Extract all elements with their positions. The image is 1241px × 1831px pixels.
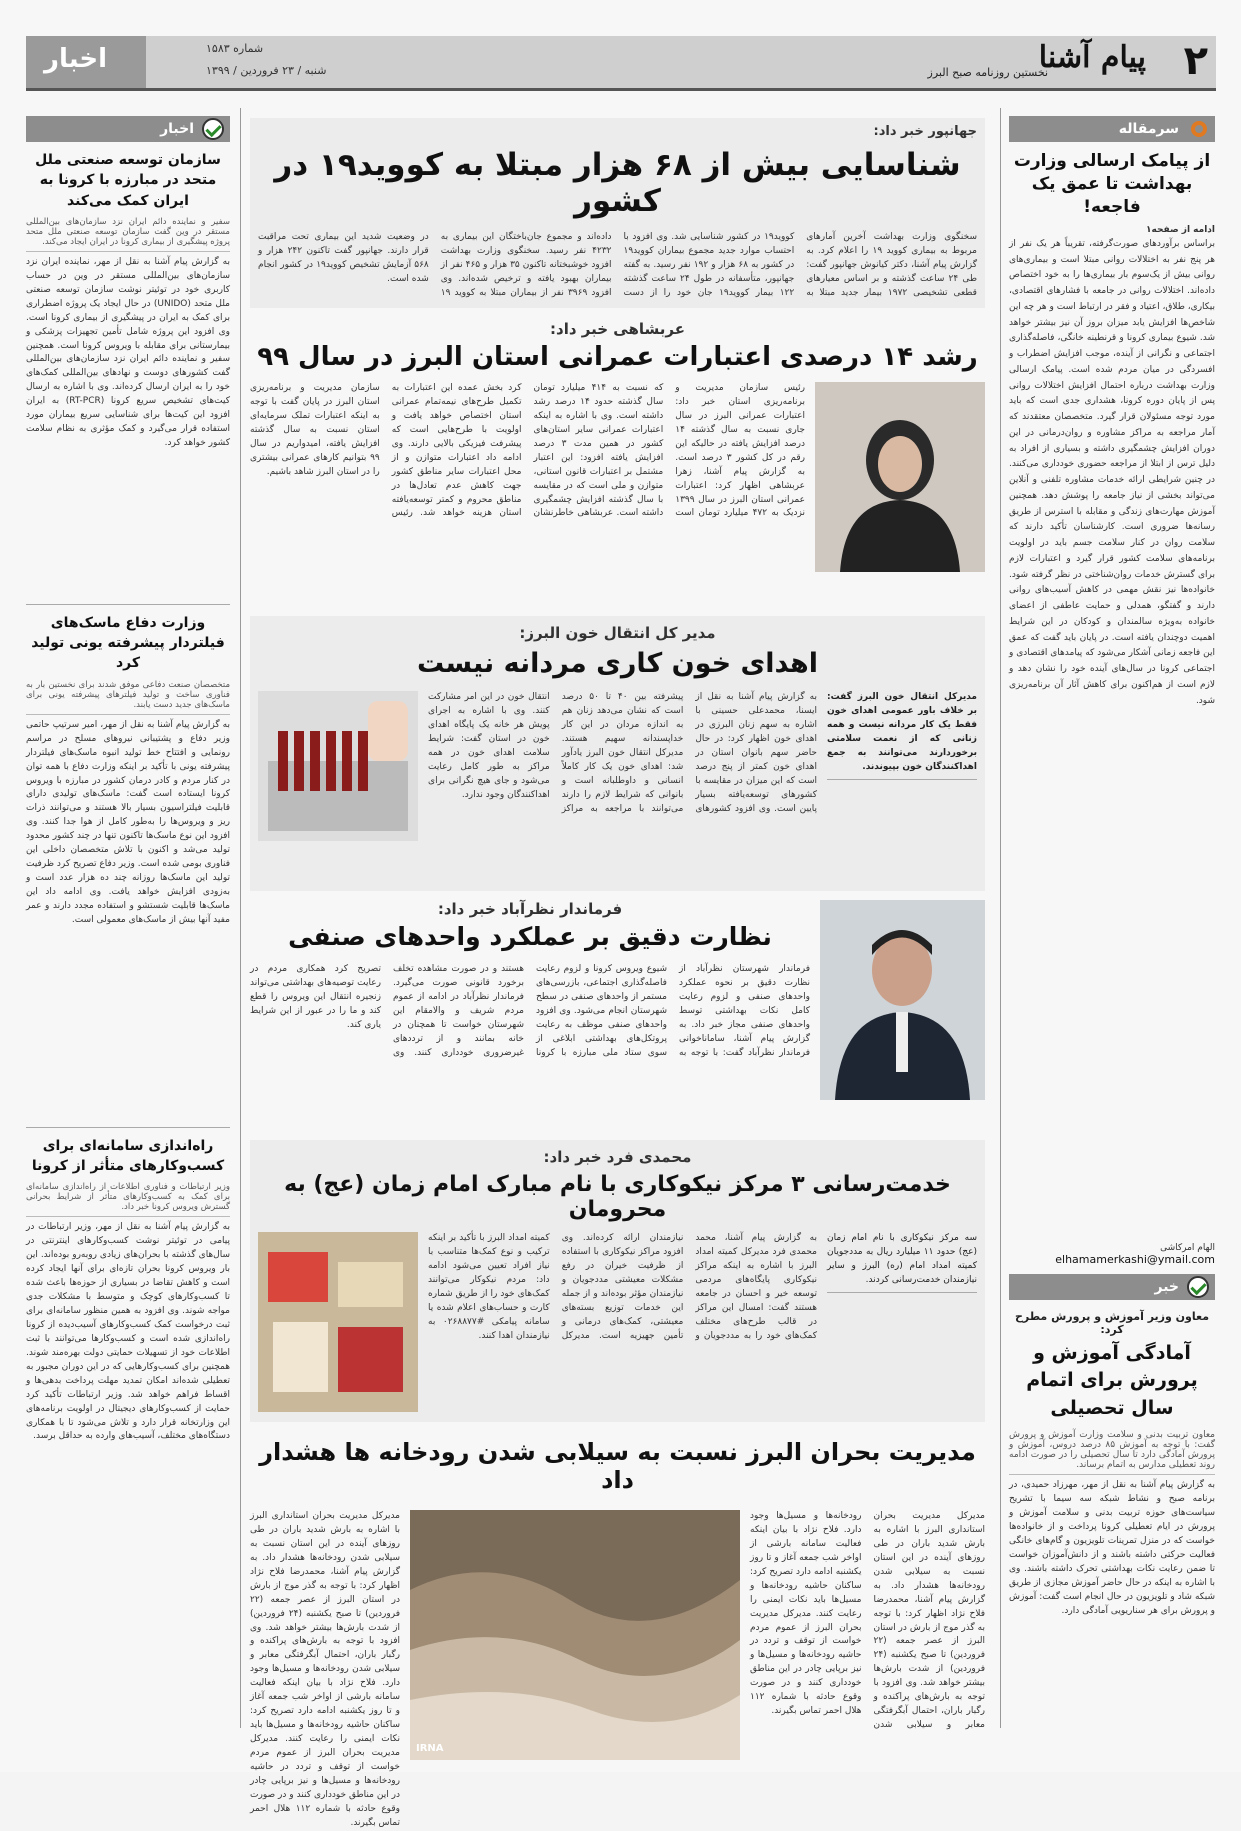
news-title: آمادگی آموزش و پرورش برای اتمام سال تحصیلی (1026, 1341, 1198, 1419)
story-5-lead: سه مرکز نیکوکاری با نام امام زمان (عج) حدود ۱۱ میلیارد ریال به مددجویان کمیته امداد امام (ره) البرز و سایر نیازمندان خدمت‌رسانی کردند. (827, 1232, 977, 1293)
masthead (26, 36, 1216, 91)
news-body: به گزارش پیام آشنا به نقل از مهر، مهرزاد حمیدی، در برنامه صبح و نشاط شبکه سه سیما با تشریح سیاست‌های حوزه تربیت بدنی و سلامت آموزش و پرورش در ایام تعطیلی کرونا پرداخت و از خانواده‌ها خواست که در منزل تمرینات تلویزیون و گام‌های خانگی فعالیت حرکتی داشته باشند و از دانش‌آموزان خواست تا ضمن رعایت نکات بهداشتی تحرک داشته باشند. وی با اشاره به اینکه در حال حاضر آموزش مجازی از طریق شبکه شاد و تلویزیون در حال انجام است گفت: آموزش و پرورش برای هر سناریویی آمادگی دارد. (1009, 1480, 1215, 1616)
story-6-body: مدیرکل مدیریت بحران استانداری البرز با اشاره به بارش شدید باران در طی روزهای آینده در این استان نسبت به سیلابی شدن رودخانه‌ها هشدار داد. به گزارش پیام آشنا، محمدرضا فلاح نژاد اظهار کرد: با توجه به گذر موج از بارش در استان البرز از عصر جمعه (۲۲ فروردین) تا صبح یکشنبه (۲۴ فروردین) از شدت بارش‌ها بیشتر خواهد شد. وی افزود با توجه به بارش‌های پراکنده و رگبار باران، احتمال آبگرفتگی معابر و سیلابی شدن رودخانه‌ها و مسیل‌ها وجود دارد. فلاح نژاد با بیان اینکه فعالیت سامانه بارشی از اواخر شب جمعه آغاز و تا روز یکشنبه ادامه دارد تصریح کرد: ساکنان حاشیه رودخانه‌ها و مسیل‌ها باید نکات ایمنی را رعایت کنند. مدیرکل مدیریت بحران البرز از عموم مردم خواست از توقف و تردد در حاشیه رودخانه‌ها و مسیل‌ها و نیز برپایی چادر در این مناطق خودداری کنند و در صورت وقوع حادثه با شماره ۱۱۲ هلال احمر تماس بگیرند. (750, 1511, 985, 1731)
issue-date: شنبه / ۲۳ فروردین / ۱۳۹۹ (206, 64, 327, 77)
story-1-body: سخنگوی وزارت بهداشت آخرین آمارهای مربوط به بیماری کووید ۱۹ را اعلام کرد. به گزارش پیام آشنا، دکتر کیانوش جهانپور گفت: طی ۲۴ ساعت گذشته و بر اساس معیارهای قطعی تشخیصی ۱۹۷۲ بیمار جدید مبتلا به کووید۱۹ در کشور شناسایی شد. وی افزود با احتساب موارد جدید مجموع بیماران کووید۱۹ در کشور به ۶۸ هزار و ۱۹۲ نفر رسید. به گفته جهانپور، متأسفانه در طول ۲۴ ساعت گذشته ۱۲۲ بیمار کووید۱۹ جان خود را از دست داده‌اند و مجموع جان‌باختگان این بیماری به ۴۲۳۲ نفر رسید. سخنگوی وزارت بهداشت افزود خوشبختانه تاکنون ۳۵ هزار و ۴۶۵ نفر از بیماران بهبود یافته و ترخیص شده‌اند. وی افزود ۳۹۶۹ نفر از بیماران مبتلا به کووید ۱۹ در وضعیت شدید این بیماری تحت مراقبت قرار دارند. جهانپور گفت تاکنون ۲۴۲ هزار و ۵۶۸ آزمایش تشخیص کووید۱۹ در کشور انجام شده است. (258, 232, 977, 298)
story-5-headline: خدمت‌رسانی ۳ مرکز نیکوکاری با نام مبارک امام زمان (عج) به محرومان (284, 1172, 951, 1222)
left-story-1-summary: سفیر و نماینده دائم ایران نزد سازمان‌های بین‌المللی مستقر در وین گفت سازمان توسعه صنعتی ملل متحد پروژه پیشگیری از بیماری کرونا در ایران ایجاد می‌کند. (26, 217, 230, 252)
column-divider (1000, 108, 1001, 1728)
story-covid-cases (250, 118, 985, 308)
story-3-lead: مدیرکل انتقال خون البرز گفت: بر خلاف باور عمومی اهدای خون فقط یک کار مردانه نیست و همه زنانی که از نعمت سلامتی برخوردارند می‌توانند به جمع اهداکنندگان خون بپیوندند. (827, 691, 977, 780)
flood-photo (410, 1510, 740, 1760)
story-1-headline: شناسایی بیش از ۶۸ هزار مبتلا به کووید۱۹ در کشور (274, 147, 961, 219)
left-story-1-body: به گزارش پیام آشنا به نقل از مهر، نماینده ایران نزد سازمان‌های بین‌المللی مستقر در وین در حساب کاربری خود در توئیتر نوشت سازمان توسعه صنعتی ملل متحد (UNIDO) در حال ایجاد یک پروژه اضطراری برای کمک به ایران در پیشگیری از بیماری کرونا است. وی افزود این پروژه شامل تأمین تجهیزات پزشکی و بیمارستانی برای مقابله با ویروس کرونا است. همچنین سفیر و نماینده دائم ایران نزد سازمان‌های بین‌المللی گفت کشورهای دوست و نهادهای بین‌المللی کمک‌های خود را به ایران ارسال کرده‌اند. وی با اشاره به ارسال کیت‌های تشخیص سریع کرونا (RT-PCR) به ایران افزود این کیت‌ها برای شناسایی سریع بیماران مورد استفاده قرار می‌گیرد و کمک مؤثری به نظام سلامت کشور خواهد کرد. (26, 256, 230, 449)
story-4-headline: نظارت دقیق بر عملکرد واحدهای صنفی (288, 922, 772, 951)
continued-note: ادامه از صفحه۱ (1146, 224, 1215, 235)
story-2-kicker: عربشاهی خبر داد: (550, 320, 685, 338)
story-charity-centers (250, 1140, 985, 1422)
portrait-illustration (815, 382, 985, 572)
story-5-kicker: محمدی فرد خبر داد: (543, 1148, 692, 1166)
story-6-headline: مدیریت بحران البرز نسبت به سیلابی شدن رودخانه ها هشدار داد (259, 1438, 976, 1494)
editorial-icon (1191, 121, 1207, 137)
column-divider (240, 108, 241, 1728)
left-story-2-body: به گزارش پیام آشنا به نقل از مهر، امیر سرتیپ حاتمی وزیر دفاع و پشتیبانی نیروهای مسلح در مراسم رونمایی و افتتاح خط تولید انبوه ماسک‌های فیلتردار پیشرفته یونی با تأکید بر اینکه وزارت دفاع با همه توان در کنار مردم و کادر درمان کشور در مبارزه با ویروس کرونا ایستاده است گفت: ماسک‌های تولیدی دارای قابلیت فیلتراسیون بسیار بالا هستند و می‌توانند ذرات ریز و ویروس‌ها را به‌طور کامل از هوا جدا کنند. وی افزود این نوع ماسک‌ها تاکنون تنها در چند کشور محدود تولید می‌شد و اکنون با تلاش متخصصان داخلی این فناوری بومی شده است. وزیر دفاع تصریح کرد ظرفیت تولید این ماسک‌ها روزانه چند ده هزار عدد است و به‌زودی افزایش خواهد یافت. وی ادامه داد این ماسک‌ها قابلیت شستشو و استفاده مجدد دارند و عمر مفید آنها بیش از ماسک‌های معمولی است. (26, 719, 230, 925)
story-6-body-right: مدیرکل مدیریت بحران استانداری البرز با اشاره به بارش شدید باران در طی روزهای آینده در این استان نسبت به سیلابی شدن رودخانه‌ها هشدار داد. به گزارش پیام آشنا، محمدرضا فلاح نژاد اظهار کرد: با توجه به گذر موج از بارش در استان البرز از عصر جمعه (۲۲ فروردین) تا صبح یکشنبه (۲۴ فروردین) از شدت بارش‌ها بیشتر خواهد شد. وی افزود با توجه به بارش‌های پراکنده و رگبار باران، احتمال آبگرفتگی معابر و سیلابی شدن رودخانه‌ها و مسیل‌ها وجود دارد. فلاح نژاد با بیان اینکه فعالیت سامانه بارشی از اواخر شب جمعه آغاز و تا روز یکشنبه ادامه دارد تصریح کرد: ساکنان حاشیه رودخانه‌ها و مسیل‌ها باید نکات ایمنی را رعایت کنند. مدیرکل مدیریت بحران البرز از عموم مردم خواست از توقف و تردد در حاشیه رودخانه‌ها و مسیل‌ها و نیز برپایی چادر در این مناطق خودداری کنند و در صورت وقوع حادثه با شماره ۱۱۲ هلال احمر تماس بگیرند. (250, 1511, 400, 1828)
news-header (1009, 1274, 1215, 1300)
blood-tubes-illustration (258, 691, 418, 841)
divider (26, 1127, 230, 1128)
story-3-kicker: مدیر کل انتقال خون البرز: (519, 624, 716, 642)
governor-portrait (820, 900, 985, 1100)
story-3-headline: اهدای خون کاری مردانه نیست (416, 648, 819, 679)
story-flood-warning (250, 1434, 985, 1828)
author-name: الهام امرکاشی (1160, 1242, 1215, 1253)
page-number: ۲ (1183, 38, 1208, 84)
news-column (26, 116, 230, 1756)
left-story-1-title: سازمان توسعه صنعتی ملل متحد در مبارزه با کرونا به ایران کمک می‌کند (35, 152, 221, 209)
check-icon (202, 118, 224, 140)
left-story-3-summary: وزیر ارتباطات و فناوری اطلاعات از راه‌اندازی سامانه‌ای برای کمک به کسب‌وکارهای متأثر از شرایط بحرانی گسترش ویروس کرونا خبر داد. (26, 1182, 230, 1217)
story-2-body: رئیس سازمان مدیریت و برنامه‌ریزی استان خبر داد: اعتبارات عمرانی البرز در سال جاری نسبت به سال گذشته ۱۴ درصد افزایش یافته در حالیکه این رقم در کل کشور ۳ درصد است. به گزارش پیام آشنا، زهرا عربشاهی اظهار کرد: اعتبارات عمرانی استان البرز در سال ۱۳۹۹ نزدیک به ۴۷۲ میلیارد تومان است که نسبت به ۴۱۴ میلیارد تومان سال گذشته حدود ۱۴ درصد رشد داشته است. وی با اشاره به اینکه اعتبارات عمرانی سایر استان‌های کشور در همین مدت ۳ درصد افزایش یافته افزود: این اعتبار مشتمل بر اعتبارات قانون استانی، متوازن و ملی است که در مقایسه با سال گذشته افزایش چشمگیری داشته است. عربشاهی خاطرنشان کرد بخش عمده این اعتبارات به تکمیل طرح‌های نیمه‌تمام عمرانی استان اختصاص خواهد یافت و اولویت با طرح‌هایی است که پیشرفت فیزیکی بالایی دارند. وی ادامه داد اعتبارات متوازن و از محل اعتبارات سایر مناطق کشور جهت کاهش عدم تعادل‌ها در مناطق محروم و کمتر توسعه‌یافته استان هزینه خواهد شد. رئیس سازمان مدیریت و برنامه‌ریزی استان البرز در پایان گفت با توجه به اینکه اعتبارات تملک سرمایه‌ای استان نسبت به سال گذشته افزایش یافته، امیدواریم در سال ۹۹ بتوانیم کارهای عمرانی بیشتری را در استان البرز شاهد باشیم. (250, 383, 805, 519)
tagline: نخستین روزنامه صبح البرز (927, 66, 1048, 79)
flood-illustration (410, 1510, 740, 1760)
story-nazarabad (250, 900, 985, 1130)
story-2-headline: رشد ۱۴ درصدی اعتبارات عمرانی استان البرز در سال ۹۹ (257, 342, 978, 372)
story-alborz-budget (250, 320, 985, 610)
news-column-header (26, 116, 230, 142)
photo-credit: IRNA (416, 1743, 444, 1754)
news-label: خبر (1154, 1278, 1179, 1295)
left-story-2-summary: متخصصان صنعت دفاعی موفق شدند برای نخستین بار به فناوری ساخت و تولید فیلترهای پیشرفته یونی برای ماسک‌های جدید دست یابند. (26, 680, 230, 715)
blood-samples-photo (258, 691, 418, 841)
editorial-body: براساس برآوردهای صورت‌گرفته، تقریباً هر یک نفر از هر پنج نفر به اختلالات روانی مبتلا است و بیماری‌های روانی بیش از یک‌سوم بار بیماری‌ها را به خود اختصاص داده‌اند. اختلالات روانی در جامعه با فشارهای اقتصادی، بیکاری، طلاق، اعتیاد و فقر در ارتباط است و هر چه این شاخص‌ها افزایش یابد میزان بروز آن نیز بیشتر خواهد شد. شیوع بیماری کرونا و قرنطینه خانگی، فاصله‌گذاری اجتماعی و نگرانی از آینده، موجب افزایش اضطراب و افسردگی در میان مردم شده است. پیامک ارسالی وزارت بهداشت درباره احتمال افزایش اختلالات روانی پس از پایان دوره کرونا، هشداری جدی است که باید مورد توجه مسئولان قرار گیرد. متخصصان معتقدند که آمار مراجعه به مراکز مشاوره و روان‌درمانی در این دوران افزایش چشمگیری داشته و بسیاری از افراد به دلیل ترس از ابتلا از مراجعه حضوری خودداری می‌کنند. در چنین شرایطی ارائه خدمات مشاوره تلفنی و آنلاین می‌تواند بخشی از نیاز جامعه را پوشش دهد. همچنین آموزش مهارت‌های زندگی و مقابله با استرس از طریق رسانه‌ها ضروری است. کارشناسان تأکید دارند که سلامت روان در کنار سلامت جسم باید در اولویت برنامه‌های سلامت کشور قرار گیرد و اعتبارات لازم برای گسترش خدمات روان‌شناختی در نظر گرفته شود. خانواده‌ها نیز نقش مهمی در کاهش آسیب‌های روانی دارند و گفتگو، همدلی و حمایت عاطفی از اعضای خانواده به‌ویژه سالمندان و کودکان در این شرایط اهمیت دوچندان یافته است. در پایان باید گفت که عمق این فاجعه زمانی آشکار می‌شود که پیامدهای اقتصادی و اجتماعی کرونا در سال‌های آینده خود را نشان دهد و لازم است از هم‌اکنون برای کاهش آثار آن برنامه‌ریزی شود. (1008, 238, 1215, 706)
left-story-2-title: وزارت دفاع ماسک‌های فیلتردار پیشرفته یونی تولید کرد (31, 614, 225, 672)
official-portrait (815, 382, 985, 572)
editorial-header (1009, 116, 1215, 142)
left-story-3-title: راه‌اندازی سامانه‌ای برای کسب‌وکارهای متأثر از کرونا (31, 1137, 225, 1175)
story-1-kicker: جهانپور خبر داد: (873, 124, 977, 139)
food-packages-illustration (258, 1232, 418, 1412)
news-kicker: معاون وزیر آموزش و پرورش مطرح کرد: (1014, 1309, 1210, 1336)
editorial-title: از پیامک ارسالی وزارت بهداشت تا عمق یک فاجعه! (1013, 151, 1211, 217)
divider (26, 604, 230, 605)
story-3-body: به گزارش پیام آشنا به نقل از ایسنا، محمدعلی حسینی با اشاره به سهم زنان البرزی در اهدای خون اظهار کرد: در حال حاضر سهم بانوان استان در اهدای خون کمتر از پنج درصد است که این میزان در مقایسه با کشورهای توسعه‌یافته بسیار پایین است. وی افزود کشورهای پیشرفته بین ۴۰ تا ۵۰ درصد است که نشان می‌دهد زنان هم به اندازه مردان در این کار خداپسندانه سهیم هستند. مدیرکل انتقال خون البرز یادآور شد: اهدای خون یک کار کاملاً انسانی و داوطلبانه است و بانوانی که شرایط لازم را دارند می‌توانند با مراجعه به مراکز انتقال خون در این امر مشارکت کنند. وی با اشاره به اجرای پویش هر خانه یک پایگاه اهدای خون در استان گفت: شرایط سلامت اهدای خون در همه مراکز به طور کامل رعایت می‌شود و جای هیچ نگرانی برای اهداکنندگان وجود ندارد. (428, 692, 817, 814)
check-icon (1187, 1276, 1209, 1298)
left-story-3-body: به گزارش پیام آشنا به نقل از مهر، وزیر ارتباطات در پیامی در توئیتر نوشت کسب‌وکارهای اینترنتی در سال‌های گذشته با بحران‌های زیادی روبه‌رو بوده‌اند. این بار ویروس کرونا بحران تازه‌ای برای آنها ایجاد کرده است و کاهش تقاضا در بسیاری از حوزه‌ها باعث شده تا کسب‌وکارهای کوچک و متوسط با مشکلات جدی مواجه شوند. وی افزود به همین منظور سامانه‌ای برای ثبت درخواست کمک کسب‌وکارهای آسیب‌دیده از کرونا راه‌اندازی شده است و کسب‌وکارها می‌توانند با ثبت اطلاعات خود از تسهیلات حمایتی دولت بهره‌مند شوند. همچنین برای کسب‌وکارهایی که در این دوران مجبور به تعطیلی شده‌اند امکان تمدید مهلت پرداخت بدهی‌ها و اقساط فراهم خواهد شد. وزیر ارتباطات تأکید کرد حمایت از کسب‌وکارهای دیجیتال در اولویت برنامه‌های این وزارتخانه قرار دارد و تلاش می‌شود تا با همکاری دستگاه‌های مختلف، آسیب‌های وارده به حداقل برسد. (26, 1222, 230, 1442)
issue-number: شماره ۱۵۸۳ (206, 42, 264, 55)
food-packages-photo (258, 1232, 418, 1412)
editorial-column (1009, 116, 1215, 1756)
story-5-body: به گزارش پیام آشنا، محمد محمدی فرد مدیرکل کمیته امداد البرز با اشاره به اینکه مراکز نیکوکاری پایگاه‌های مردمی توسعه خیر و احسان در جامعه هستند گفت: امسال این مراکز در قالب طرح‌های مختلف کمک‌های خود را به مددجویان و نیازمندان ارائه کرده‌اند. وی افزود مراکز نیکوکاری با استفاده از ظرفیت خیران در رفع مشکلات معیشتی مددجویان و نیازمندان مؤثر بوده‌اند و از جمله این خدمات توزیع بسته‌های معیشتی، کمک‌های درمانی و تأمین جهیزیه است. مدیرکل کمیته امداد البرز با تأکید بر اینکه ترکیب و نوع کمک‌ها متناسب با نیاز افراد تعیین می‌شود ادامه داد: مردم نیکوکار می‌توانند کمک‌های خود را از طریق شماره کارت و حساب‌های اعلام شده یا سامانه پیامکی #۰۲۶۸۸۷۷ به نیازمندان اهدا کنند. (428, 1233, 817, 1341)
story-4-body: فرماندار شهرستان نظرآباد از نظارت دقیق بر نحوه عملکرد واحدهای صنفی و لزوم رعایت کامل نکات بهداشتی توسط واحدهای صنفی مجاز خبر داد. به گزارش پیام آشنا، ساماناخوانی فرماندار نظرآباد گفت: با توجه به شیوع ویروس کرونا و لزوم رعایت فاصله‌گذاری اجتماعی، بازرسی‌های مستمر از واحدهای صنفی در سطح شهرستان انجام می‌شود. وی افزود واحدهای صنفی موظف به رعایت پروتکل‌های بهداشتی ابلاغی از سوی ستاد ملی مبارزه با کرونا هستند و در صورت مشاهده تخلف برخورد قانونی صورت می‌گیرد. فرماندار نظرآباد در ادامه از عموم مردم شریف و والامقام این شهرستان خواست تا همچنان در خانه بمانند و از ترددهای غیرضروری خودداری کنند. وی تصریح کرد همکاری مردم در رعایت توصیه‌های بهداشتی می‌تواند زنجیره انتقال این ویروس را قطع کند و ما را در عبور از این شرایط یاری کند. (250, 964, 810, 1058)
story-4-kicker: فرماندار نظرآباد خبر داد: (437, 900, 623, 918)
section-name: اخبار (44, 44, 107, 74)
editorial-label: سرمقاله (1118, 121, 1179, 137)
newspaper-logo: پیام آشنا (1038, 40, 1146, 75)
author-email[interactable]: elhamamerkashi@ymail.com (1055, 1252, 1215, 1266)
story-blood-donation (250, 616, 985, 891)
news-summary: معاون تربیت بدنی و سلامت وزارت آموزش و پرورش گفت: با توجه به آموزش ۸۵ درصد دروس، آموزش و پرورش آمادگی دارد تا سال تحصیلی را در صورت ادامه روند تعطیلی مدارس به اتمام برساند. (1009, 1430, 1215, 1475)
governor-illustration (820, 900, 985, 1100)
news-column-label: اخبار (160, 121, 194, 137)
